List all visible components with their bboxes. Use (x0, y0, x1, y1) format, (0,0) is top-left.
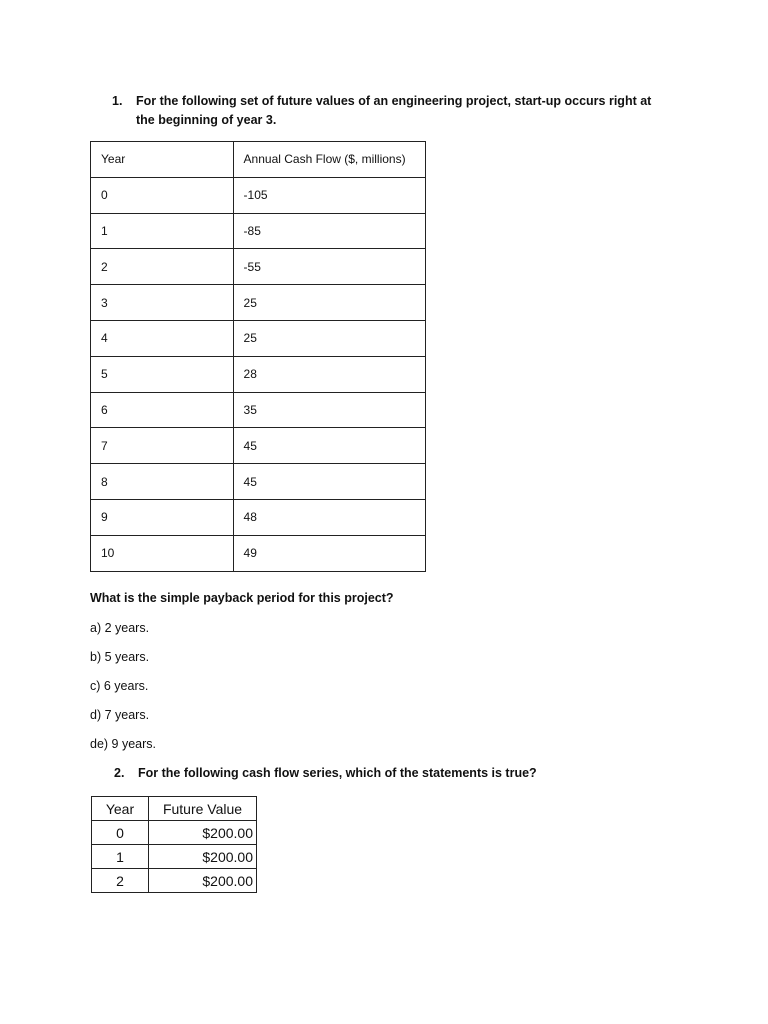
cell-year: 8 (91, 464, 234, 500)
header-future-value: Future Value (149, 797, 257, 821)
option-c: c) 6 years. (90, 679, 149, 693)
table-row (91, 249, 426, 285)
cell-year: 7 (91, 428, 234, 464)
future-value-table (91, 796, 257, 893)
cell-future-value: $200.00 (149, 869, 257, 893)
cell-year: 10 (91, 535, 234, 571)
table-header-row (91, 142, 426, 178)
question-1-text: For the following set of future values of an engineering project, start-up occurs right at the beginning of year 3. (136, 94, 652, 127)
cell-year: 0 (92, 821, 149, 845)
question-1-prompt: What is the simple payback period for this project? (90, 591, 394, 605)
cell-cash-flow: -105 (233, 177, 425, 213)
cell-cash-flow: 35 (233, 392, 425, 428)
cell-cash-flow: 28 (233, 356, 425, 392)
cell-year: 0 (91, 177, 234, 213)
cell-cash-flow: 49 (233, 535, 425, 571)
question-1-heading (112, 92, 672, 130)
question-2-number: 2. (114, 766, 125, 780)
table-header-row (92, 797, 257, 821)
question-2-text: For the following cash flow series, which of the statements is true? (138, 766, 537, 780)
cell-cash-flow: 25 (233, 285, 425, 321)
cell-year: 5 (91, 356, 234, 392)
cell-cash-flow: 25 (233, 320, 425, 356)
header-year: Year (92, 797, 149, 821)
cell-year: 4 (91, 320, 234, 356)
cell-future-value: $200.00 (149, 821, 257, 845)
cash-flow-table (90, 141, 426, 572)
cell-year: 2 (91, 249, 234, 285)
cell-year: 6 (91, 392, 234, 428)
table-row (91, 535, 426, 571)
table-row (91, 392, 426, 428)
table-row (91, 285, 426, 321)
table-row (92, 821, 257, 845)
question-1-number: 1. (112, 94, 123, 108)
table-row (91, 356, 426, 392)
option-a: a) 2 years. (90, 621, 150, 635)
table-row (91, 177, 426, 213)
table-row (91, 213, 426, 249)
option-de: de) 9 years. (90, 737, 157, 751)
cell-cash-flow: -55 (233, 249, 425, 285)
cell-cash-flow: 48 (233, 499, 425, 535)
option-d: d) 7 years. (90, 708, 150, 722)
table-row (92, 845, 257, 869)
table-row (92, 869, 257, 893)
table-row (91, 499, 426, 535)
cell-year: 3 (91, 285, 234, 321)
header-year: Year (91, 142, 234, 178)
cell-cash-flow: 45 (233, 464, 425, 500)
table-row (91, 320, 426, 356)
cell-future-value: $200.00 (149, 845, 257, 869)
cell-cash-flow: 45 (233, 428, 425, 464)
option-b: b) 5 years. (90, 650, 150, 664)
cell-year: 1 (92, 845, 149, 869)
table-row (91, 464, 426, 500)
cell-cash-flow: -85 (233, 213, 425, 249)
cell-year: 1 (91, 213, 234, 249)
cell-year: 9 (91, 499, 234, 535)
cell-year: 2 (92, 869, 149, 893)
header-annual-cash-flow: Annual Cash Flow ($, millions) (233, 142, 425, 178)
table-row (91, 428, 426, 464)
question-2-heading (114, 764, 674, 783)
